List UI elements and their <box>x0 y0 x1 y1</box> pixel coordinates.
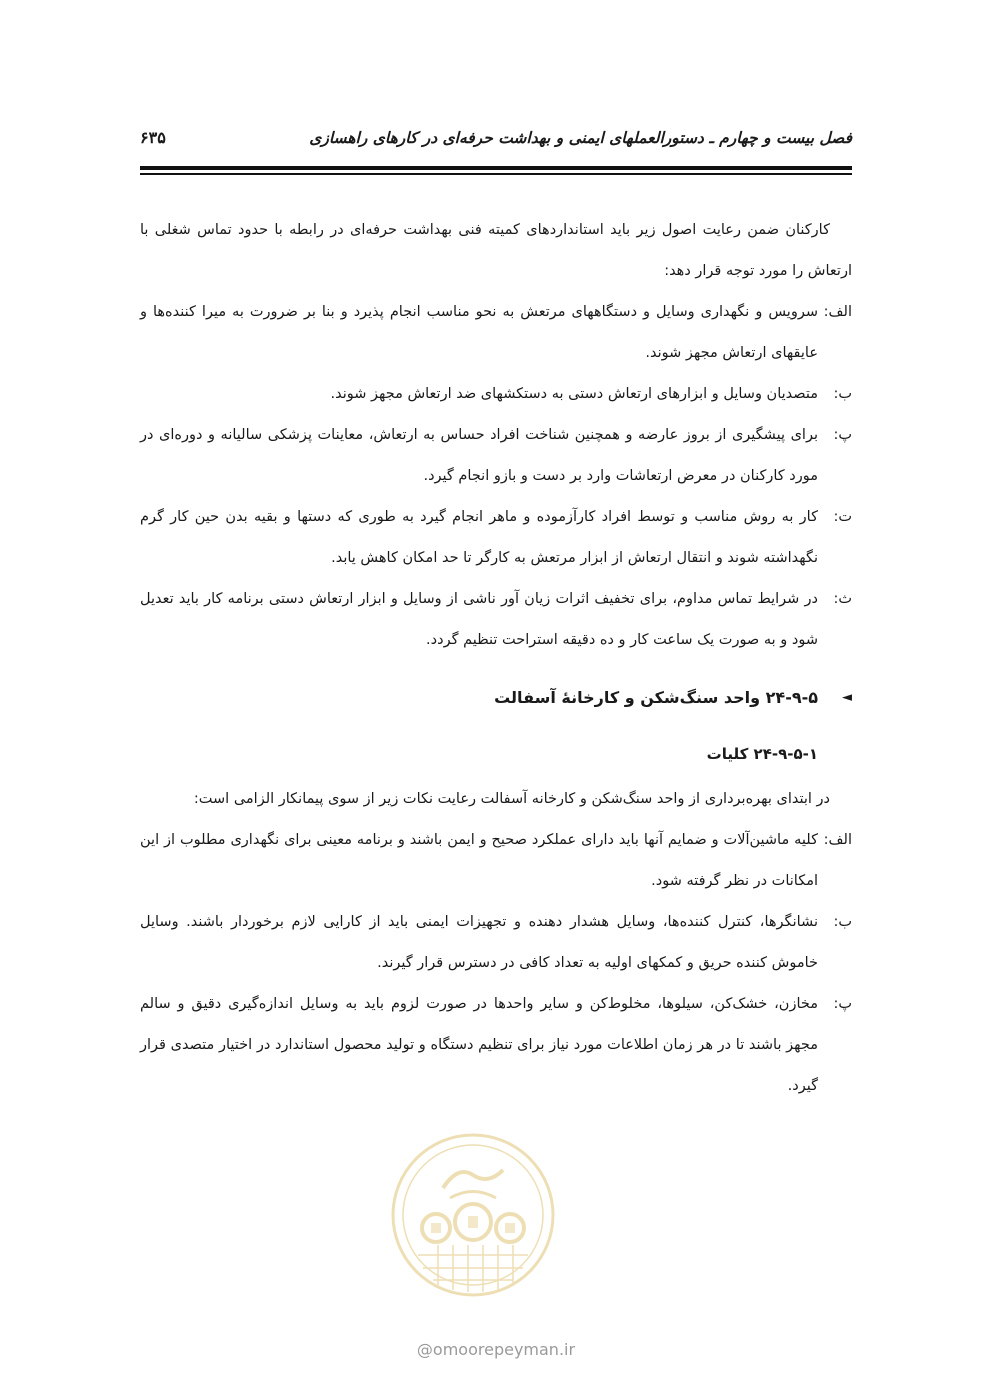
section-bullet-icon: ◄ <box>842 690 852 705</box>
header-rule-thin <box>140 173 852 175</box>
list-item-text: مخازن، خشک‌کن، سیلوها، مخلوط‌کن و سایر واحدها در صورت لزوم باید به وسایل اندازه‌گیری دقیق و سالم مجهز باشند تا در هر زمان اطلاعات مورد نیاز برای تنظیم دستگاه و تولید محصول استاندارد در اختیار متصدی قرار گیرد. <box>140 996 818 1094</box>
subsection-heading: ۲۴-۹-۵-۱ کلیات <box>706 745 818 763</box>
list-item <box>140 820 852 902</box>
list-item-text: نشانگرها، کنترل کننده‌ها، وسایل هشدار دهنده و تجهیزات ایمنی باید از کارایی لازم برخوردار باشند. وسایل خاموش کننده حریق و کمکهای اولیه به تعداد کافی در دسترس قرار گیرند. <box>140 914 818 971</box>
running-header <box>140 128 852 158</box>
list-item <box>140 415 852 497</box>
list-item <box>140 984 852 1107</box>
list-marker: ب: <box>833 914 852 930</box>
section-heading <box>140 677 852 718</box>
list-marker: ب: <box>833 386 852 402</box>
plant-requirements-list <box>140 820 852 1107</box>
chapter-title: فصل بیست و چهارم ـ دستورالعملهای ایمنی و بهداشت حرفه‌ای در کارهای راهسازی <box>309 128 852 147</box>
list-marker: ث: <box>833 591 852 607</box>
vibration-list <box>140 292 852 661</box>
watermark-seal-logo <box>388 1130 558 1300</box>
section-title: ۲۴-۹-۵ واحد سنگ‌شکن و کارخانهٔ آسفالت <box>494 688 818 707</box>
list-item-text: سرویس و نگهداری وسایل و دستگاههای مرتعش به نحو مناسب انجام پذیرد و بنا بر ضرورت به میرا کننده‌ها و عایقهای ارتعاش مجهز شوند. <box>140 304 818 361</box>
list-item <box>140 374 852 415</box>
list-item-text: کار به روش مناسب و توسط افراد کارآزموده و ماهر انجام گیرد به طوری که دستها و بقیه بدن حین کار گرم نگهداشته شوند و انتقال ارتعاش از ابزار مرتعش به کارگر تا حد امکان کاهش یابد. <box>140 509 818 566</box>
header-rule-thick <box>140 166 852 170</box>
intro-paragraph-2: در ابتدای بهره‌برداری از واحد سنگ‌شکن و کارخانه آسفالت رعایت نکات زیر از سوی پیمانکار الزامی است: <box>193 791 830 807</box>
list-item-text: برای پیشگیری از بروز عارضه و همچنین شناخت افراد حساس به ارتعاش، معاینات پزشکی سالیانه و دوره‌ای در مورد کارکنان در معرض ارتعاشات وارد بر دست و بازو انجام گیرد. <box>140 427 818 484</box>
list-marker: پ: <box>833 996 852 1012</box>
list-item <box>140 579 852 661</box>
list-item <box>140 497 852 579</box>
list-marker: الف: <box>823 304 852 320</box>
list-marker: الف: <box>823 832 852 848</box>
body-text <box>140 210 852 1107</box>
list-item <box>140 902 852 984</box>
watermark-url: @omoorepeyman.ir <box>416 1340 576 1359</box>
list-item-text: در شرایط تماس مداوم، برای تخفیف اثرات زیان آور ناشی از وسایل و ابزار ارتعاش دستی برنامه کار باید تعدیل شود و به صورت یک ساعت کار و ده دقیقه استراحت تنظیم گردد. <box>140 591 818 648</box>
list-item-text: کلیه ماشین‌آلات و ضمایم آنها باید دارای عملکرد صحیح و ایمن باشند و برنامه معینی برای نگهداری مطلوب از این امکانات در نظر گرفته شود. <box>140 832 818 889</box>
list-marker: پ: <box>833 427 852 443</box>
intro-paragraph: کارکنان ضمن رعایت اصول زیر باید استانداردهای کمیته فنی بهداشت حرفه‌ای در رابطه با حدود تماس شغلی با ارتعاش را مورد توجه قرار دهد: <box>140 222 852 279</box>
list-item-text: متصدیان وسایل و ابزارهای ارتعاش دستی به دستکشهای ضد ارتعاش مجهز شوند. <box>330 386 818 402</box>
page-number: ۶۳۵ <box>140 128 166 147</box>
list-marker: ت: <box>833 509 852 525</box>
list-item <box>140 292 852 374</box>
